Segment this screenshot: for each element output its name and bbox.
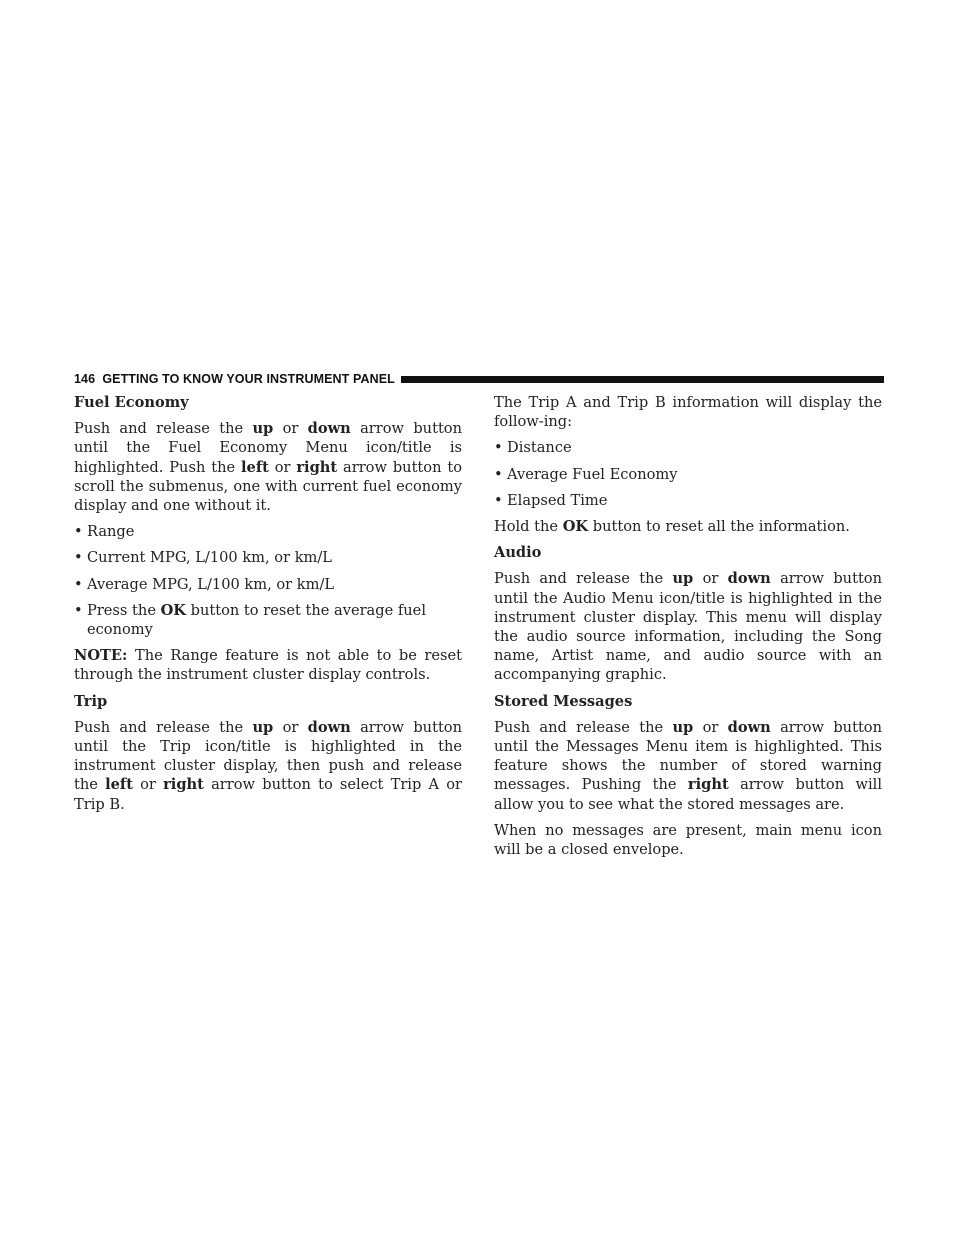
note-paragraph: NOTE: The Range feature is not able to be reset through the instrument cluster display controls. (74, 647, 462, 684)
section-title: GETTING TO KNOW YOUR INSTRUMENT PANEL (102, 372, 395, 386)
list-item: • Press the OK button to reset the average fuel economy (74, 601, 462, 639)
list-item: • Elapsed Time (494, 491, 882, 510)
stored-messages-paragraph: Push and release the up or down arrow button until the Messages Menu item is highlighted. This feature shows the number of stored warning messages. Pushing the right arrow button will allow you to see what the stored messages are. (494, 718, 883, 813)
trip-paragraph: Push and release the up or down arrow button until the Trip icon/title is highlighted in the instrument cluster display, then push and release the left or right arrow button to select Trip A or Trip B. (74, 718, 462, 813)
trip-list (494, 438, 882, 510)
fuel-economy-paragraph: Push and release the up or down arrow button until the Fuel Economy Menu icon/title is highlighted. Push the left or right arrow button to scroll the submenus, one with current fuel economy display and one without it. (74, 420, 463, 515)
header-label (74, 372, 395, 386)
right-column (494, 393, 882, 866)
list-item: • Average Fuel Economy (494, 465, 882, 484)
page-number: 146 (74, 372, 96, 386)
list-item: • Range (74, 522, 462, 541)
trip-reset-paragraph: Hold the OK button to reset all the information. (494, 518, 850, 536)
trip-heading: Trip (74, 692, 108, 710)
stored-messages-heading: Stored Messages (494, 692, 633, 710)
page-header (74, 371, 884, 387)
left-column (74, 393, 462, 821)
list-item: • Current MPG, L/100 km, or km/L (74, 548, 462, 567)
header-rule (401, 376, 884, 383)
envelope-paragraph: When no messages are present, main menu icon will be a closed envelope. (494, 821, 882, 859)
note-label: NOTE: (74, 647, 128, 665)
audio-heading: Audio (494, 544, 542, 562)
list-item: • Average MPG, L/100 km, or km/L (74, 575, 462, 594)
list-item: • Distance (494, 438, 882, 457)
audio-paragraph: Push and release the up or down arrow button until the Audio Menu icon/title is highlighted in the instrument cluster display. This menu will display the audio source information, including the Song name, Artist name, and audio source with an accompanying graphic. (494, 570, 882, 684)
fuel-economy-list (74, 522, 462, 639)
fuel-economy-heading: Fuel Economy (74, 394, 189, 411)
trip-info-paragraph: The Trip A and Trip B information will display the follow-ing: (494, 394, 882, 431)
